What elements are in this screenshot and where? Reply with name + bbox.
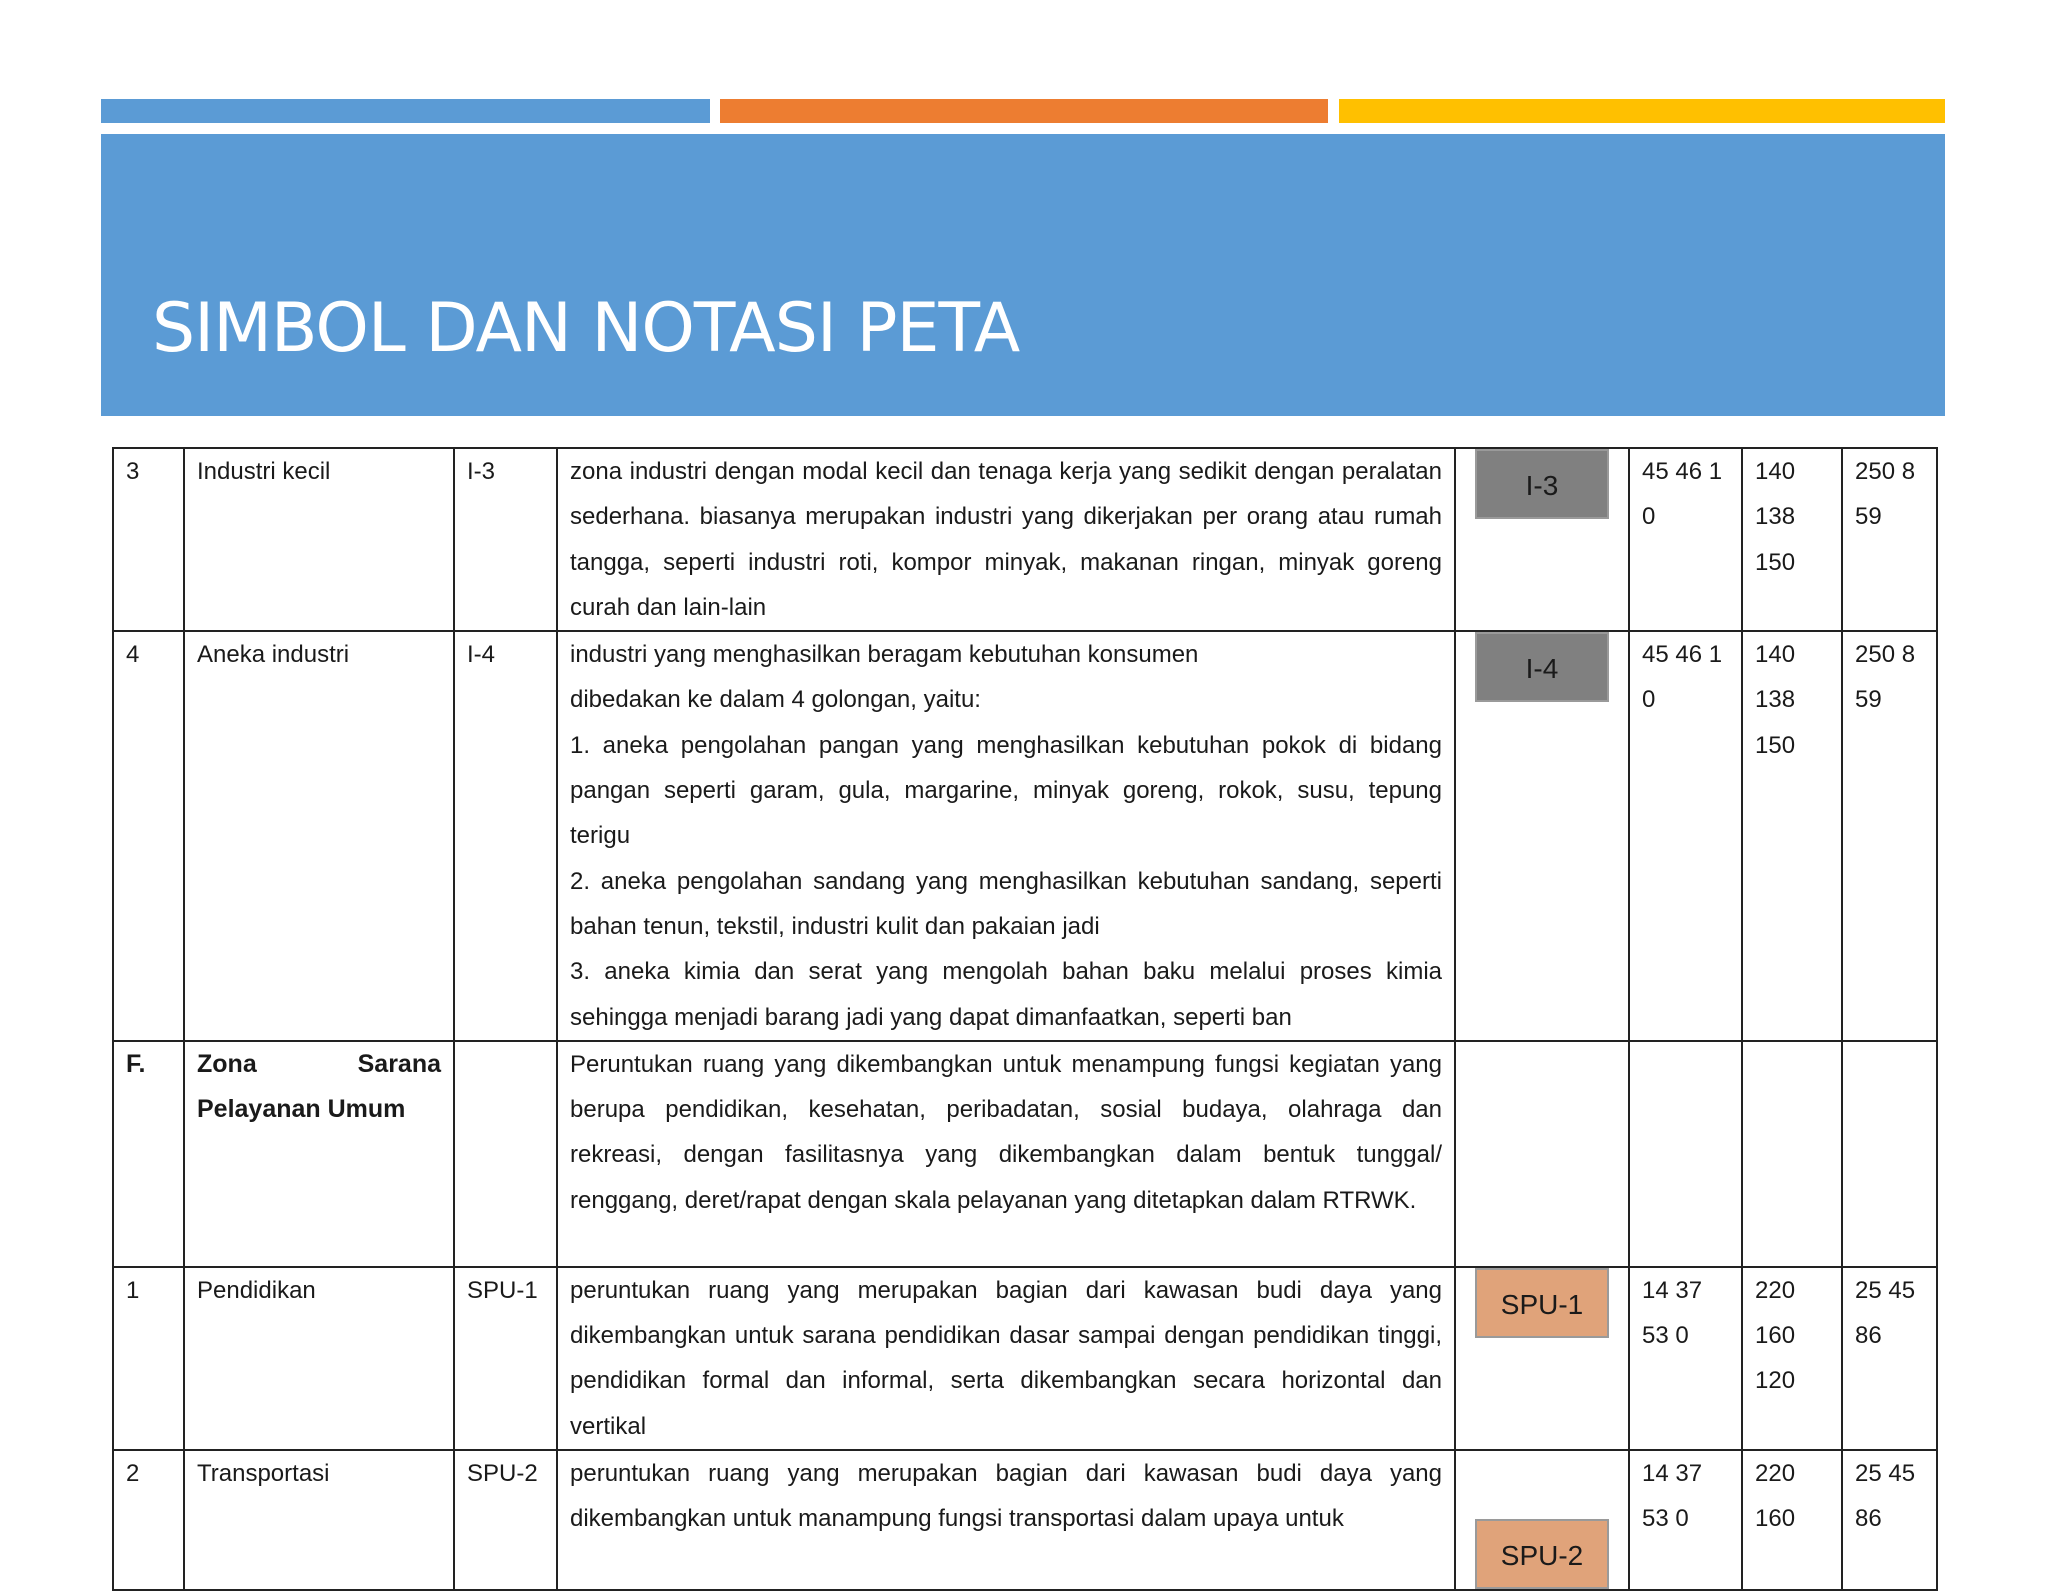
- color-value-b: 140 138 150: [1742, 631, 1842, 1041]
- table-row: [113, 1267, 1937, 1450]
- color-value-a: 45 46 1 0: [1629, 448, 1742, 631]
- symbol-cell: [1455, 1450, 1629, 1590]
- zone-code: [454, 1041, 557, 1267]
- symbol-cell: [1455, 1267, 1629, 1450]
- color-value-a: [1629, 1041, 1742, 1267]
- zoning-symbol-table: [112, 447, 1938, 1591]
- symbol-swatch: SPU-2: [1475, 1519, 1609, 1589]
- row-number: 1: [113, 1267, 184, 1450]
- accent-bar-yellow: [1339, 99, 1945, 123]
- description-line: dibedakan ke dalam 4 golongan, yaitu:: [570, 686, 981, 714]
- table-row: [113, 448, 1937, 631]
- zone-code: SPU-2: [454, 1450, 557, 1590]
- zone-description: zona industri dengan modal kecil dan tenaga kerja yang sedikit dengan peralatan sederhana. biasanya merupakan industri yang dikerjakan per orang atau rumah tangga, seperti industri roti, kompor minyak, makanan ringan, minyak goreng curah dan lain-lain: [557, 448, 1455, 631]
- zone-code: SPU-1: [454, 1267, 557, 1450]
- color-value-a: 45 46 1 0: [1629, 631, 1742, 1041]
- table-row: [113, 1450, 1937, 1590]
- color-value-c: 25 45 86: [1842, 1450, 1937, 1590]
- color-value-c: [1842, 1041, 1937, 1267]
- color-value-c: 250 8 59: [1842, 631, 1937, 1041]
- symbol-cell: [1455, 448, 1629, 631]
- symbol-swatch: I-4: [1475, 632, 1609, 702]
- color-value-b: 140 138 150: [1742, 448, 1842, 631]
- zone-name: Industri kecil: [184, 448, 454, 631]
- color-value-c: 250 8 59: [1842, 448, 1937, 631]
- row-number: 4: [113, 631, 184, 1041]
- section-name: [184, 1041, 454, 1267]
- accent-bar-orange: [720, 99, 1328, 123]
- zone-name: Transportasi: [184, 1450, 454, 1590]
- section-name-line: [197, 1042, 441, 1087]
- section-description: Peruntukan ruang yang dikembangkan untuk menampung fungsi kegiatan yang berupa pendidikan, kesehatan, peribadatan, sosial budaya, olahraga dan rekreasi, dengan fasilitasnya yang dikembangkan dalam bentuk tunggal/ renggang, deret/rapat dengan skala pelayanan yang ditetapkan dalam RTRWK.: [557, 1041, 1455, 1267]
- symbol-cell: [1455, 1041, 1629, 1267]
- color-value-a: 14 37 53 0: [1629, 1267, 1742, 1450]
- table-row: [113, 631, 1937, 1041]
- symbol-cell: [1455, 631, 1629, 1041]
- section-name-word: Zona: [197, 1049, 257, 1078]
- description-line: industri yang menghasilkan beragam kebutuhan konsumen: [570, 641, 1199, 669]
- color-value-b: [1742, 1041, 1842, 1267]
- zone-code: I-3: [454, 448, 557, 631]
- description-line: 3. aneka kimia dan serat yang mengolah bahan baku melalui proses kimia sehingga menjadi barang jadi yang dapat dimanfaatkan, seperti ban: [570, 958, 1442, 1031]
- zone-name: Pendidikan: [184, 1267, 454, 1450]
- section-name-line: Pelayanan Umum: [197, 1095, 406, 1124]
- zone-description: peruntukan ruang yang merupakan bagian dari kawasan budi daya yang dikembangkan untuk manampung fungsi transportasi dalam upaya untuk: [557, 1450, 1455, 1590]
- slide-title: SIMBOL DAN NOTASI PETA: [152, 289, 1020, 368]
- zone-description: peruntukan ruang yang merupakan bagian dari kawasan budi daya yang dikembangkan untuk sarana pendidikan dasar sampai dengan pendidikan tinggi, pendidikan formal dan informal, serta dikembangkan secara horizontal dan vertikal: [557, 1267, 1455, 1450]
- color-value-a: 14 37 53 0: [1629, 1450, 1742, 1590]
- section-row: [113, 1041, 1937, 1267]
- zone-code: I-4: [454, 631, 557, 1041]
- color-value-b: 220 160 120: [1742, 1267, 1842, 1450]
- row-number: 2: [113, 1450, 184, 1590]
- color-value-c: 25 45 86: [1842, 1267, 1937, 1450]
- zone-name: Aneka industri: [184, 631, 454, 1041]
- zone-description: [557, 631, 1455, 1041]
- section-number: F.: [113, 1041, 184, 1267]
- description-line: 2. aneka pengolahan sandang yang menghasilkan kebutuhan sandang, seperti bahan tenun, tekstil, industri kulit dan pakaian jadi: [570, 867, 1442, 940]
- symbol-swatch: SPU-1: [1475, 1268, 1609, 1338]
- symbol-swatch: I-3: [1475, 449, 1609, 519]
- title-band: [101, 134, 1945, 416]
- description-line: 1. aneka pengolahan pangan yang menghasilkan kebutuhan pokok di bidang pangan seperti garam, gula, margarine, minyak goreng, rokok, susu, tepung terigu: [570, 731, 1442, 850]
- section-name-word: Sarana: [357, 1049, 441, 1078]
- row-number: 3: [113, 448, 184, 631]
- color-value-b: 220 160: [1742, 1450, 1842, 1590]
- accent-bar-blue: [101, 99, 710, 123]
